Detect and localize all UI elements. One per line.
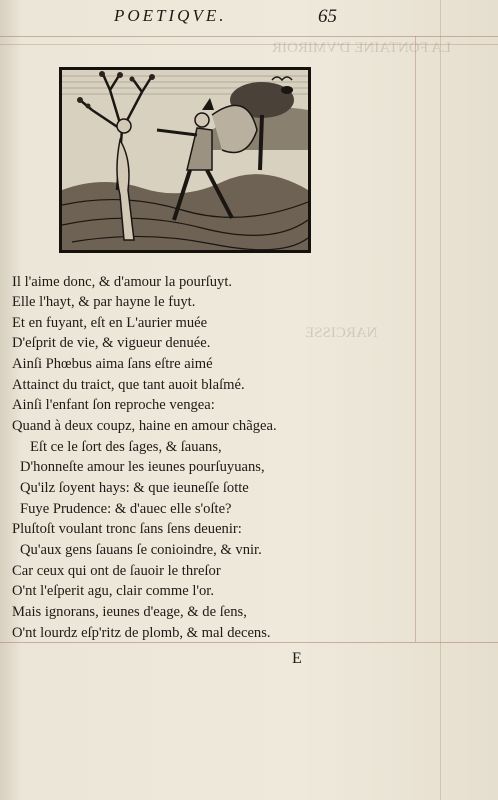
show-through-text: LA FONTAINE D'VMIROIR [272,40,451,56]
verse-line: Fuye Prudence: & d'auec elle s'oſte? [20,501,232,517]
verse-line: D'honneſte amour les ieunes pourſuyuans, [20,459,265,475]
verse-line: Ainſi l'enfant ſon reproche vengea: [12,397,215,413]
show-through-text: NARCISSE [305,325,378,341]
verse-line: Qu'aux gens ſauans ſe conioindre, & vnir. [20,542,262,558]
verse-line: O'nt lourdz eſp'ritz de plomb, & mal decens. [12,625,271,641]
ruling-line [415,36,416,642]
verse-line: D'eſprit de vie, & vigueur denuée. [12,335,211,351]
verse-line: Quand à deux coupz, haine en amour chãgea. [12,418,277,434]
page-number: 65 [318,6,337,27]
woodcut-illustration [59,67,311,253]
verse-line: Et en fuyant, eſt en L'aurier muée [12,315,208,331]
verse-line: Attainct du traict, que tant auoit blaſmé. [12,377,245,393]
verse-line: Ainſi Phœbus aima ſans eſtre aimé [12,356,213,372]
running-head: POETIQVE. [114,6,227,25]
apollo-daphne-woodcut [62,70,308,250]
ruling-line [0,36,498,37]
verse-line: Mais ignorans, ieunes d'eage, & de ſens, [12,604,247,620]
ruling-line [0,44,498,45]
ruling-line [440,0,441,800]
verse-line: Pluſtoſt voulant tronc ſans ſens deuenir: [12,521,242,537]
catchword: E [292,650,302,667]
verse-line: Qu'ilz ſoyent hays: & que ieuneſſe ſotte [20,480,249,496]
verse-line: Car ceux qui ont de ſauoir le threſor [12,563,221,579]
verse-line: O'nt l'eſperit agu, clair comme l'or. [12,583,215,599]
verse-line: Elle l'hayt, & par hayne le fuyt. [12,294,196,310]
verse-line: Il l'aime donc, & d'amour la pourſuyt. [12,274,233,290]
verse-line: Eſt ce le ſort des ſages, & ſauans, [30,439,222,455]
